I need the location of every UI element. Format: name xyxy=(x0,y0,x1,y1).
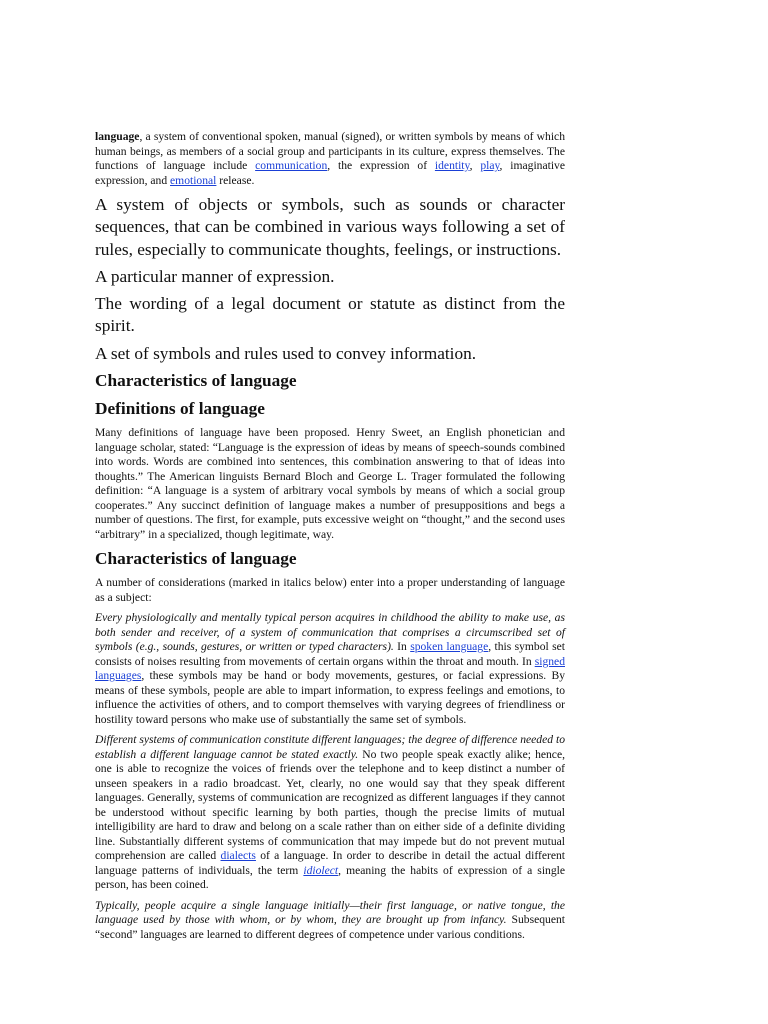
link-dialects[interactable]: dialects xyxy=(220,849,256,863)
link-emotional[interactable]: emotional xyxy=(170,173,217,187)
term-language: language xyxy=(95,130,140,143)
intro-text: , xyxy=(469,159,481,172)
paragraph-symbols xyxy=(95,611,565,727)
paragraph-acquisition xyxy=(95,899,565,943)
italic-statement: Every physiologically and mentally typical person acquires in childhood the ability to make use, as both sender and receiver, of a system of communication that comprises a circumscribed set of symbols (e.g., sounds, gestures, or written or typed characters). xyxy=(95,611,565,654)
definition-3: The wording of a legal document or statute as distinct from the spirit. xyxy=(95,294,565,336)
paragraph-systems xyxy=(95,733,565,893)
paragraph-text: , this symbol set consists of noises resulting from movements of certain organs within the throat and mouth. In xyxy=(95,640,565,668)
paragraph-text: No two people speak exactly alike; hence, one is able to recognize the voices of friends over the telephone and to keep distinct a number of unseen speakers in a radio broadcast. Yet, clearly, no one would say that they speak different languages. Generally, systems of communication are recognized as different languages if they cannot be understood without specific learning by both parties, though the precise limits of mutual intelligibility are hard to draw and belong on a scale rather than on either side of a definite dividing line. Substantially different systems of communication that may impede but do not prevent mutual comprehension are called xyxy=(95,747,565,863)
intro-text: release. xyxy=(216,173,255,187)
characteristics-intro: A number of considerations (marked in italics below) enter into a proper understanding of language as a subject: xyxy=(95,576,565,604)
paragraph-text: , these symbols may be hand or body movements, gestures, or facial expressions. By means of these symbols, people are able to impart information, to express feelings and emotions, to influence the activities of others, and to comport themselves with varying degrees of friendliness or hostility toward persons who make use of substantially the same set of symbols. xyxy=(95,669,565,726)
heading-characteristics-1: Characteristics of language xyxy=(95,371,297,391)
link-identity[interactable]: identity xyxy=(434,159,470,172)
link-idiolect[interactable] xyxy=(303,864,338,877)
intro-text: , the expression of xyxy=(327,159,435,172)
definitions-paragraph: Many definitions of language have been proposed. Henry Sweet, an English phonetician and language scholar, stated: “Language is the expression of ideas by means of speech-sounds combined into words. Words are combined into sentences, this combination answering to that of ideas into thoughts.” The American linguists Bernard Bloch and George L. Trager formulated the following definition: “A language is a system of arbitrary vocal symbols by means of which a social group cooperates.” Any succinct definition of language makes a number of presuppositions and begs a number of questions. The first, for example, puts excessive weight on “thought,” and the second uses “arbitrary” in a specialized, though legitimate, way. xyxy=(95,426,565,541)
heading-characteristics-2: Characteristics of language xyxy=(95,549,297,569)
intro-text: , a system of conventional spoken, manual (signed), or written symbols by means of which human beings, as members of a social group and participants in its culture, express themselves. The functions of language include xyxy=(95,130,565,172)
definition-4: A set of symbols and rules used to convey information. xyxy=(95,343,477,363)
definition-1: A system of objects or symbols, such as sounds or character sequences, that can be combined in various ways following a set of rules, especially to communicate thoughts, feelings, or instructions. xyxy=(95,195,565,259)
link-play[interactable]: play xyxy=(480,159,500,172)
paragraph-text: In xyxy=(393,640,411,654)
definition-2: A particular manner of expression. xyxy=(95,266,335,286)
link-signed-languages[interactable]: signed languages xyxy=(95,654,565,683)
paragraph-text: Subsequent “second” languages are learned to different degrees of competence under various conditions. xyxy=(95,913,565,941)
intro-text: , imaginative expression, and xyxy=(95,159,565,187)
link-idiolect-text: idiolect xyxy=(303,863,339,877)
link-spoken-language[interactable]: spoken language xyxy=(410,640,489,654)
italic-statement: Different systems of communication constitute different languages; the degree of difference needed to establish a different language cannot be stated exactly. xyxy=(95,733,565,761)
document-page xyxy=(95,130,565,948)
paragraph-text: , meaning the habits of expression of a single person, has been coined. xyxy=(95,863,566,892)
heading-definitions: Definitions of language xyxy=(95,399,265,419)
link-communication[interactable]: communication xyxy=(255,159,328,172)
paragraph-text: of a language. In order to describe in detail the actual different language patterns of individuals, the term xyxy=(95,849,566,877)
italic-statement: Typically, people acquire a single language initially—their first language, or native tongue, the language used by those with whom, or by whom, they are brought up from infancy. xyxy=(95,898,565,927)
intro-paragraph xyxy=(95,130,565,188)
